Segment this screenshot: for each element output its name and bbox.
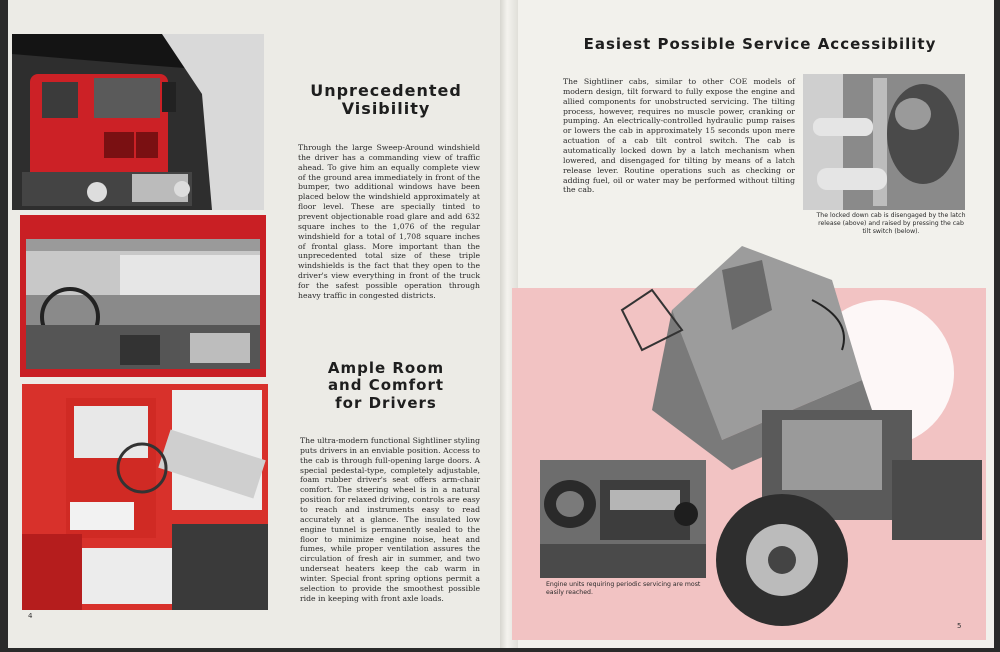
heading-unprecedented-visibility	[300, 82, 472, 119]
engine-units-caption: Engine units requiring periodic servicing are most easily reached.	[546, 581, 701, 596]
heading-line: Unprecedented	[310, 81, 462, 100]
latch-release-caption: The locked down cab is disengaged by the latch release (above) and raised by pressing the cab tilt switch (below).	[816, 212, 966, 235]
heading-service-accessibility: Easiest Possible Service Accessibility	[583, 35, 937, 53]
comfort-paragraph: The ultra-modern functional Sightliner styling puts drivers in an enviable position. Access to the cab is through full-opening large doors. A special pedestal-type, completely adjustable, foam rubber driver's seat offers arm-chair comfort. The steering wheel is in a natural position for relaxed driving, controls are easy to reach and instruments easy to read accurately at a glance. The insulated low engine tunnel is permanently sealed to the floor to minimize engine noise, heat and fumes, while proper ventilation assures the circulation of fresh air in summer, and two underseat heaters keep the cab warm in winter. Special front spring options permit a selection to provide the smoothest possible ride in keeping with front axle loads.	[300, 436, 480, 603]
engine-units-photo	[540, 460, 706, 578]
truck-front-photo	[12, 34, 264, 210]
cab-windshield-interior-photo	[20, 215, 266, 377]
cab-seat-interior-photo	[22, 384, 268, 610]
heading-line: for Drivers	[335, 393, 437, 412]
latch-release-photo	[803, 74, 965, 210]
page-number-right: 5	[957, 622, 962, 630]
visibility-paragraph: Through the large Sweep-Around windshield the driver has a commanding view of traffic ahead. To give him an equally complete view of the ground area immediately in front of the bumper, two additional windows have been placed below the windshield approximately at floor level. These are specially tinted to prevent objectionable road glare and add 632 square inches to the 1,076 of the regular windshield for a total of 1,708 square inches of frontal glass. More important than the unprecedented total size of these triple windshields is the fact that they open to the driver's view everything in front of the truck for the safest possible operation through heavy traffic in congested districts.	[298, 143, 480, 300]
heading-ample-room	[300, 360, 472, 412]
heading-line: and Comfort	[327, 376, 445, 395]
heading-line: Visibility	[341, 99, 431, 119]
heading-line: Ample Room	[327, 359, 445, 377]
service-paragraph: The Sightliner cabs, similar to other COE models of modern design, tilt forward to fully expose the engine and allied components for unobstructed servicing. The tilting process, however, requires no muscle power, cranking or pumping. An electrically-controlled hydraulic pump raises or lowers the cab in approximately 15 seconds upon mere actuation of a cab tilt control switch. The cab is automatically locked down by a latch mechanism when lowered, and disengaged for tilting by means of a latch release lever. Routine operations such as checking or adding fuel, oil or water may be performed without tilting the cab.	[563, 77, 795, 195]
page-number-left: 4	[28, 612, 33, 620]
